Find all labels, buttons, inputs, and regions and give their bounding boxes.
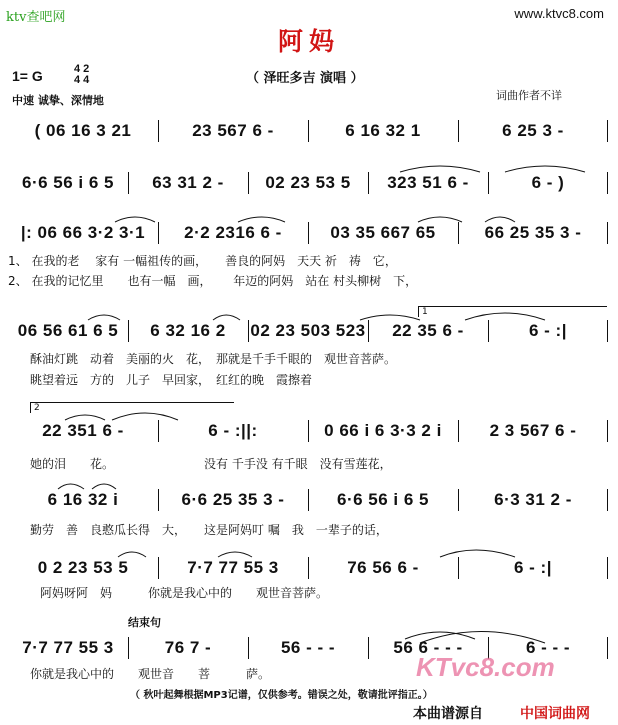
measure: |: 06 66 3·2 3·1	[20, 223, 146, 242]
time-signature-top: 4 2	[74, 63, 90, 75]
measure: 0 2 23 53 5	[37, 558, 129, 577]
measure: 22 35 6 -	[392, 321, 464, 340]
slur-3	[418, 217, 462, 222]
lyrics-verse2-line1: 2、 在我的记忆里 也有一幅 画， 年迈的阿妈 站在 村头柳树 下，	[8, 274, 418, 288]
measure: 66 25 35 3 -	[484, 223, 582, 242]
measure: 6 25 3 -	[502, 121, 564, 140]
lyrics-line-6: 你就是我心中的 观世音 菩 萨。	[30, 667, 271, 681]
measure: 56 6 - - -	[393, 638, 463, 657]
measure: 6 - :|	[529, 321, 567, 340]
slur-1	[115, 217, 155, 222]
slur-9	[58, 484, 84, 489]
lyrics-line-4: 勤劳 善 良憨瓜长得 大， 这是阿妈叮 嘱 我 一辈子的话，	[30, 523, 388, 537]
volta-1-label: 1	[422, 307, 428, 317]
tie-4	[112, 413, 178, 420]
measure: 22 351 6 -	[42, 421, 124, 440]
time-signature-bottom: 4 4	[74, 74, 90, 86]
slur-12	[218, 552, 252, 557]
source-label: 本曲谱源自	[413, 706, 483, 722]
tie-2	[505, 166, 585, 172]
measure: 63 31 2 -	[152, 173, 224, 192]
slur-6	[213, 315, 240, 320]
slur-11	[118, 552, 146, 557]
coda-label: 结束句	[128, 616, 161, 629]
measure: ( 06 16 3 21	[34, 121, 132, 140]
transcription-note: （ 秋叶起舞根据MP3记谱，仅供参考。错误之处，敬请批评指正。）	[130, 690, 433, 701]
measure: 23 567 6 -	[192, 121, 274, 140]
measure: 6 - :||:	[208, 421, 258, 440]
measure: 76 56 6 -	[347, 558, 419, 577]
measure: 02 23 53 5	[265, 173, 351, 192]
tie-1	[400, 166, 480, 172]
lyrics-line-3: 她的泪 花。 没有 千手没 有千眼 没有雪莲花，	[30, 457, 392, 471]
measure: 02 23 503 523	[250, 321, 366, 340]
tie-6	[405, 632, 475, 639]
key-signature: 1= G	[12, 68, 43, 84]
measure: 6 - )	[531, 173, 565, 192]
measure: 6 16 32 1	[345, 121, 421, 140]
lyrics-verse1-line1: 1、 在我的老 家有 一幅祖传的画， 善良的阿妈 天天 祈 祷 它，	[8, 254, 397, 268]
singer-credit: （ 泽旺多吉 演唱 ）	[246, 71, 364, 86]
measure: 6·6 56 i 6 5	[336, 490, 429, 509]
measure: 6·3 31 2 -	[494, 490, 572, 509]
measure: 0 66 i 6 3·3 2 i	[324, 421, 442, 440]
measure: 7·7 77 55 3	[22, 638, 114, 657]
source-site-link[interactable]: 中国词曲网	[520, 706, 590, 722]
slur-8	[65, 415, 105, 420]
measure: 6 - :|	[514, 558, 552, 577]
measure: 2·2 2316 6 -	[184, 223, 282, 242]
volta-2-label: 2	[34, 403, 40, 413]
measure: 6·6 25 35 3 -	[181, 490, 285, 509]
measure: 6 16 32 i	[47, 490, 119, 509]
slur-5	[88, 315, 120, 320]
volta-bracket-2	[30, 402, 234, 413]
measure: 2 3 567 6 -	[489, 421, 577, 440]
watermark-logo: KTvc8.com	[416, 652, 555, 682]
measure: 6·6 56 i 6 5	[21, 173, 114, 192]
measure: 56 - - -	[280, 638, 336, 657]
slur-4	[485, 217, 515, 222]
site-logo-left[interactable]: ktv查吧网	[6, 10, 66, 25]
site-url-right[interactable]: www.ktvc8.com	[514, 6, 604, 21]
composer-credit: 词曲作者不详	[496, 89, 562, 102]
measure: 6 32 16 2	[150, 321, 226, 340]
slur-2	[238, 217, 285, 222]
lyrics-line-5: 阿妈呀阿 妈 你就是我心中的 观世音菩萨。	[40, 586, 329, 600]
measure: 03 35 667 65	[330, 223, 436, 242]
lyrics-verse2-line2: 眺望着远 方的 儿子 早回家， 红红的晚 霞擦着	[30, 373, 313, 387]
tie-5	[440, 550, 515, 557]
tempo-marking: 中速 诚挚、深情地	[12, 94, 104, 107]
song-title: 阿妈	[277, 27, 340, 56]
tie-7	[420, 632, 545, 644]
measure: 06 56 61 6 5	[17, 321, 119, 340]
measure: 323 51 6 -	[387, 173, 469, 192]
slur-10	[92, 484, 116, 489]
measure: 76 7 -	[164, 638, 212, 657]
volta-bracket-1	[418, 306, 607, 317]
slur-7	[360, 315, 420, 320]
measure: 6 - - -	[525, 638, 571, 657]
measure: 7·7 77 55 3	[187, 558, 279, 577]
lyrics-verse1-line2: 酥油灯跳 动着 美丽的火 花， 那就是千手千眼的 观世音菩萨。	[30, 352, 397, 366]
